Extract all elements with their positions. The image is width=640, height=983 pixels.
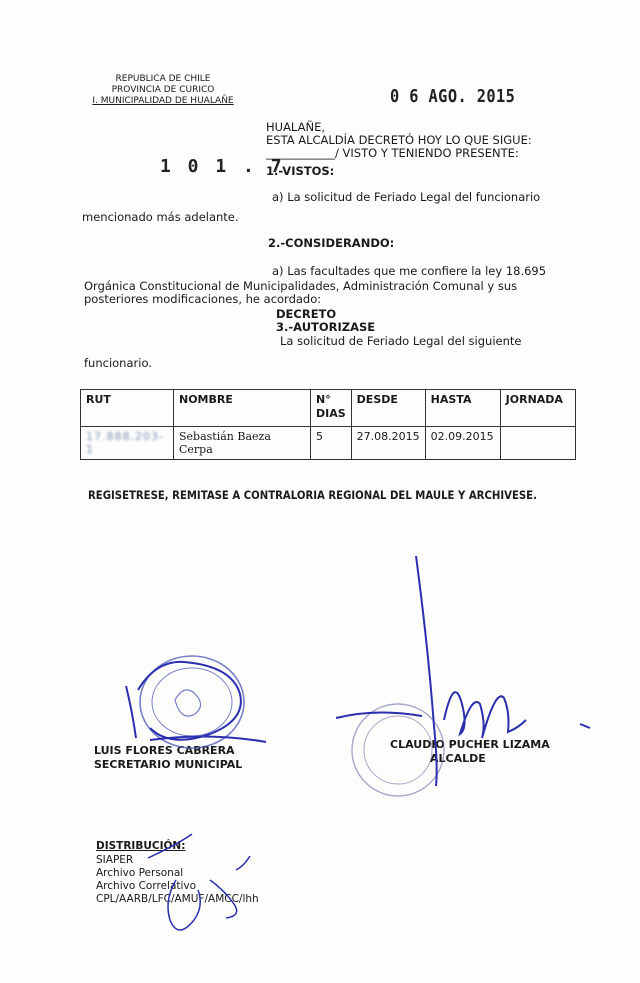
table-row (81, 427, 576, 460)
considerando-line-c: posteriores modificaciones, he acordado: (84, 292, 322, 306)
distribution-item: SIAPER (96, 854, 134, 866)
decree-number-stamp: 1 0 1 . 7 (160, 156, 285, 177)
cell-dias: 5 (311, 427, 352, 460)
date-stamp: 0 6 AGO. 2015 (390, 86, 516, 107)
header-line-municipality: I. MUNICIPALIDAD DE HUALAÑE (92, 96, 234, 106)
decreto-line-b: funcionario. (84, 356, 152, 370)
closing-statement: REGISETRESE, REMITASE A CONTRALORIA REGIONAL DEL MAULE Y ARCHIVESE. (88, 488, 537, 502)
vistos-line-a: a) La solicitud de Feriado Legal del funcionario (272, 190, 541, 204)
header-nombre: NOMBRE (174, 390, 311, 427)
intro-line-decreto: ESTA ALCALDÍA DECRETÓ HOY LO QUE SIGUE: (266, 133, 532, 147)
cell-desde: 27.08.2015 (351, 427, 425, 460)
considerando-line-a: a) Las facultades que me confiere la ley 18.695 (272, 264, 547, 278)
header-rut: RUT (81, 390, 174, 427)
decreto-line-a: La solicitud de Feriado Legal del siguiente (280, 334, 522, 348)
distribution-item: Archivo Correlativo (96, 880, 197, 892)
header-n-label: N° (316, 393, 331, 406)
section-heading-vistos: 1.-VISTOS: (266, 164, 335, 178)
left-signatory-title: SECRETARIO MUNICIPAL (94, 758, 243, 771)
header-line-province: PROVINCIA DE CURICO (111, 85, 215, 95)
header-hasta: HASTA (425, 390, 500, 427)
intro-place: HUALAÑE, (266, 120, 325, 134)
left-municipal-seal (140, 656, 244, 748)
intro-line-visto: ____________/ VISTO Y TENIENDO PRESENTE: (266, 146, 519, 160)
vistos-line-b: mencionado más adelante. (82, 210, 239, 224)
cell-rut (81, 427, 174, 460)
header-jornada: JORNADA (500, 390, 575, 427)
considerando-line-b: Orgánica Constitucional de Municipalidades, Administración Comunal y sus (84, 279, 518, 293)
header-line-republic: REPUBLICA DE CHILE (115, 74, 211, 84)
rut-value-redacted: 17.888.203-1 (86, 430, 164, 456)
decreto-heading: DECRETO (276, 307, 337, 321)
cell-hasta: 02.09.2015 (425, 427, 500, 460)
left-signatory-name: LUIS FLORES CABRERA (94, 744, 235, 757)
employee-leave-table (80, 389, 576, 460)
distribution-item: Archivo Personal (96, 867, 184, 879)
header-dias-label: DIAS (316, 407, 346, 420)
right-signatory-title: ALCALDE (430, 752, 486, 765)
autorizase-heading: 3.-AUTORIZASE (276, 320, 376, 334)
right-signatory-name: CLAUDIO PUCHER LIZAMA (390, 738, 550, 751)
header-n-dias (311, 390, 352, 427)
left-signature (126, 662, 266, 742)
table-header-row (81, 390, 576, 427)
cell-jornada (500, 427, 575, 460)
distribution-item: CPL/AARB/LFC/AMUF/AMCC/lhh (96, 893, 259, 905)
distribution-heading: DISTRIBUCIÓN: (96, 840, 186, 852)
header-desde: DESDE (351, 390, 425, 427)
cell-nombre: Sebastián Baeza Cerpa (174, 427, 311, 460)
section-heading-considerando: 2.-CONSIDERANDO: (268, 236, 395, 250)
